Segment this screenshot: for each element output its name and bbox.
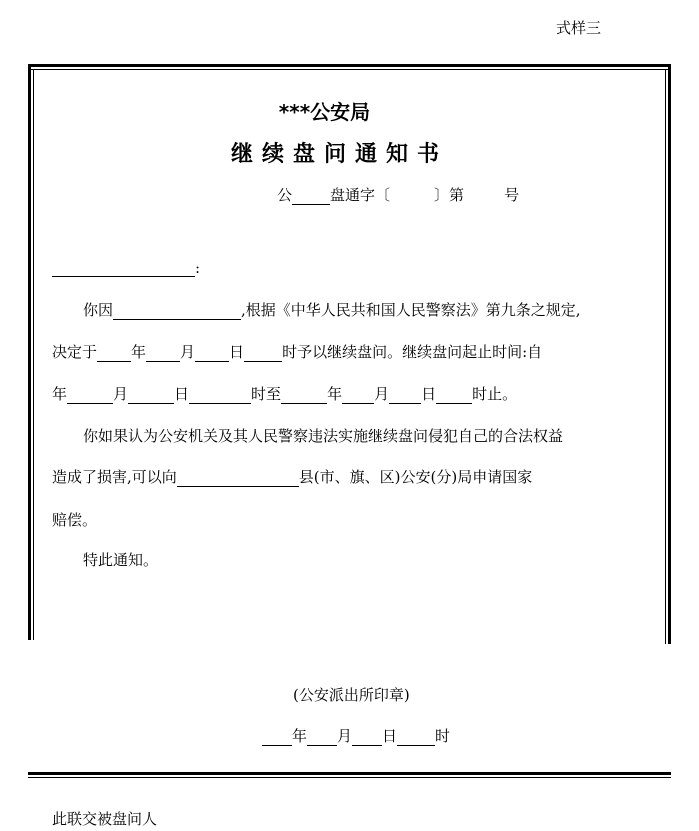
form-code: 式样三 [556,19,602,37]
para1-line3: 年 月 日 时至 年 月 日 时止。 [52,385,518,403]
para2-line3: 赔偿。 [52,511,98,529]
reference-number: 公 盘通字〔 〕第 号 [277,186,520,204]
seal-label: (公安派出所印章) [293,686,410,704]
para1-line2: 决定于 年 月 日 时予以继续盘问。继续盘问起止时间:自 [52,343,543,361]
frame-top-thick [28,64,671,67]
document-title: 继续盘问通知书 [230,142,448,167]
closing-text: 特此通知。 [83,551,159,569]
footer-note: 此联交被盘问人 [52,810,158,828]
frame-bottom-thick [28,772,671,775]
frame-bottom-thin [28,777,671,778]
frame-top-thin [28,69,671,70]
para1-line1: 你因 ,根据《中华人民共和国人民警察法》第九条之规定, [83,301,581,319]
issue-date: 年 月 日 时 [262,725,450,746]
para2-line1: 你如果认为公安机关及其人民警察违法实施继续盘问侵犯自己的合法权益 [83,427,564,445]
addressee-line: : [52,259,200,277]
para2-line2: 造成了损害,可以向 县(市、旗、区)公安(分)局申请国家 [52,468,533,486]
agency-title: ***公安局 [278,100,371,124]
